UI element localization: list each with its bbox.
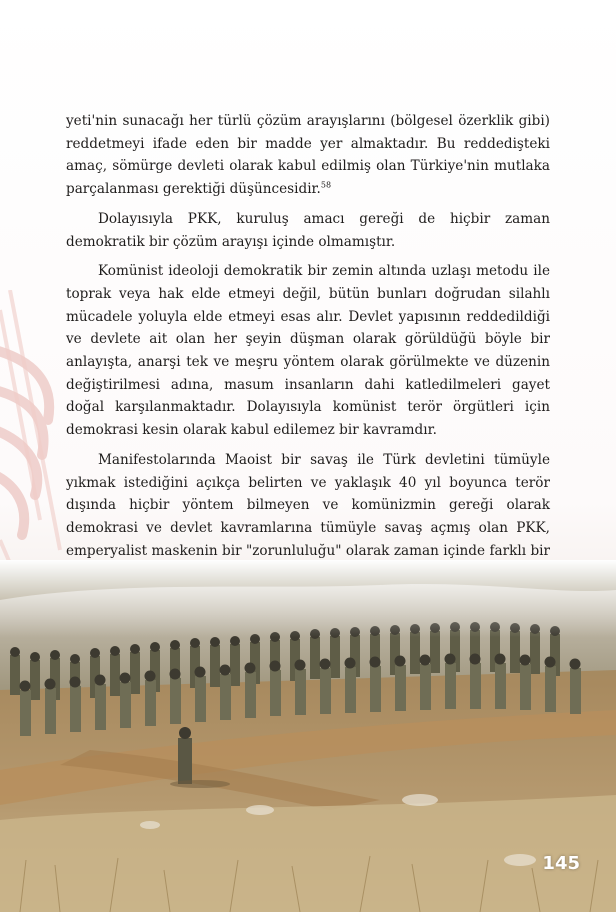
- militants-formation-photo: [0, 560, 616, 912]
- paragraph-2: Dolayısıyla PKK, kuruluş amacı gereği de hiçbir zaman demokratik bir çözüm arayışı içinde olmamıştır.: [66, 210, 550, 250]
- body-text: [66, 110, 550, 615]
- paragraph-1-text: yeti'nin sunacağı her türlü çözüm arayışlarını (bölgesel özerklik gibi) reddetmeyi ifade eden bir madde yer almaktadır. Bu reddedişteki amaç, sömürge devleti olarak kabul edilmiş olan Türkiye'nin mutlaka parçalanması gerektiği düşüncesidir.: [66, 113, 550, 198]
- paragraph-1: [66, 110, 550, 201]
- footnote-reference[interactable]: 58: [320, 180, 332, 190]
- paragraph-4: Manifestolarında Maoist bir savaş ile Türk devletini tümüyle yıkmak istediğini açıkça belirten ve yaklaşık 40 yıl boyunca terör dışında hiçbir yöntem bilmeyen ve komünizmin gereği olarak demokrasi ve devlet kavramlarına tümüyle savaş açmış olan PKK, emperyalist maskenin bir "zorunluluğu" olarak zaman içinde farklı bir: [66, 451, 550, 559]
- page-number: 145: [542, 853, 580, 874]
- paragraph-3: Komünist ideoloji demokratik bir zemin altında uzlaşı metodu ile toprak veya hak elde etmeyi değil, bütün bunları doğrudan silahlı mücadele yoluyla elde etmeyi esas alır. Devlet yapısının reddedildiği ve devlete ait olan her şeyin düşman olarak görüldüğü böyle bir anlayışta, anarşi tek ve meşru yöntem olarak görülmekte ve düzenin değiştirilmesi adına, masum insanların dahi katledilmeleri gayet doğal karşılanmaktadır. Dolayısıyla komünist terör örgütleri için demokrasi kesin olarak kabul edilemez bir kavramdır.: [66, 263, 550, 439]
